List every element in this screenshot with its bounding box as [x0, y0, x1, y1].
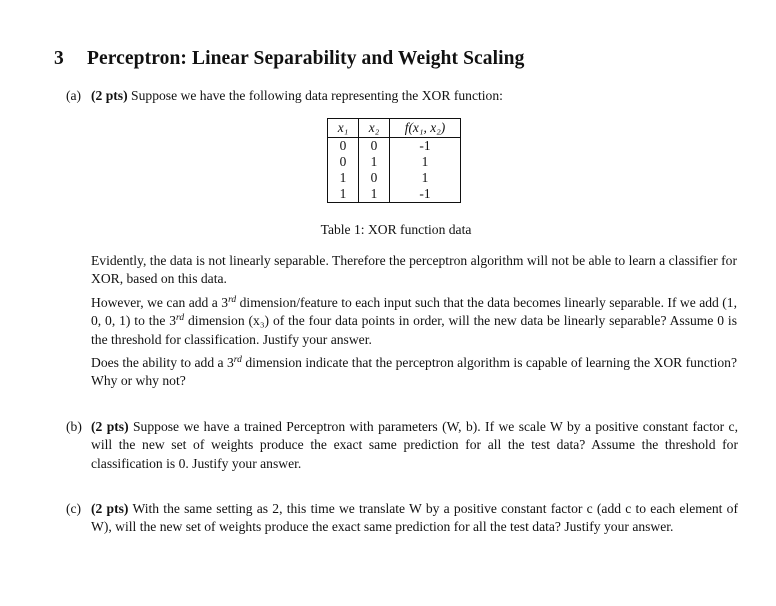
part-a-points: (2 pts) [91, 88, 128, 103]
table-cell: 1 [390, 154, 461, 170]
para3-text-1: Does the ability to add a 3 [91, 355, 234, 370]
para3-text-2: dimension indicate that the perceptron algorithm is capable of learning the XOR function? Why or why not? [91, 355, 737, 389]
para2-text-1: However, we can add a 3 [91, 295, 229, 310]
table-row [328, 170, 461, 186]
part-c-text: With the same setting as 2, this time we translate W by a positive constant factor c (add c to each element of W), will the new set of weights produce the exact same prediction for all the test data? Justify your answer. [91, 501, 738, 535]
table-row [328, 186, 461, 203]
table-row [328, 138, 461, 155]
para2-text-3: dimension (x₃) of the four data points in order, will the new data be linearly separable? Assume 0 is the threshold for classification. Justify your answer. [91, 313, 737, 347]
table-cell: -1 [390, 138, 461, 155]
part-c [66, 500, 738, 537]
table-cell: 0 [359, 170, 390, 186]
part-a-paragraph-3 [91, 354, 737, 391]
table-cell: 1 [328, 186, 359, 203]
part-a-label: (a) [66, 88, 82, 103]
para2-superscript-1: rd [228, 295, 237, 305]
part-c-points: (2 pts) [91, 501, 129, 516]
part-b-label: (b) [66, 419, 82, 434]
xor-table-header-row [328, 119, 461, 138]
table-cell: 1 [359, 186, 390, 203]
part-b-points: (2 pts) [91, 419, 129, 434]
part-a-intro-text: Suppose we have the following data representing the XOR function: [131, 88, 503, 103]
section-title: Perceptron: Linear Separability and Weight Scaling [87, 48, 525, 69]
section-heading [54, 48, 524, 70]
part-a-paragraph-2 [91, 294, 737, 349]
para2-text-2: dimension/feature to each input such that the data becomes linearly separable. If we add (1, 0, 0, 1) to the 3 [91, 295, 738, 329]
table-cell: 0 [328, 154, 359, 170]
part-c-label: (c) [66, 501, 82, 516]
table-cell: 0 [328, 138, 359, 155]
xor-header-x1: x₁ [328, 119, 359, 138]
table-cell: 1 [359, 154, 390, 170]
table-cell: 0 [359, 138, 390, 155]
table-cell: 1 [390, 170, 461, 186]
para3-superscript-1: rd [233, 355, 242, 365]
part-b-text: Suppose we have a trained Perceptron with parameters (W, b). If we scale W by a positive constant factor c, will the new set of weights produce the exact same prediction for all the test data? Assume the threshold for classification is 0. Justify your answer. [91, 419, 738, 471]
xor-header-x2: x₂ [359, 119, 390, 138]
table-row [328, 154, 461, 170]
para2-superscript-2: rd [176, 313, 185, 324]
xor-header-f: f(x₁, x₂) [390, 119, 461, 138]
table-cell: 1 [328, 170, 359, 186]
xor-table [327, 118, 461, 203]
table-cell: -1 [390, 186, 461, 203]
part-a-paragraph-1: Evidently, the data is not linearly separable. Therefore the perceptron algorithm will not be able to learn a classifier for XOR, based on this data. [91, 253, 737, 287]
table-caption: Table 1: XOR function data [320, 222, 472, 237]
section-number: 3 [54, 48, 64, 69]
part-a-intro [66, 87, 738, 105]
part-b [66, 418, 738, 473]
